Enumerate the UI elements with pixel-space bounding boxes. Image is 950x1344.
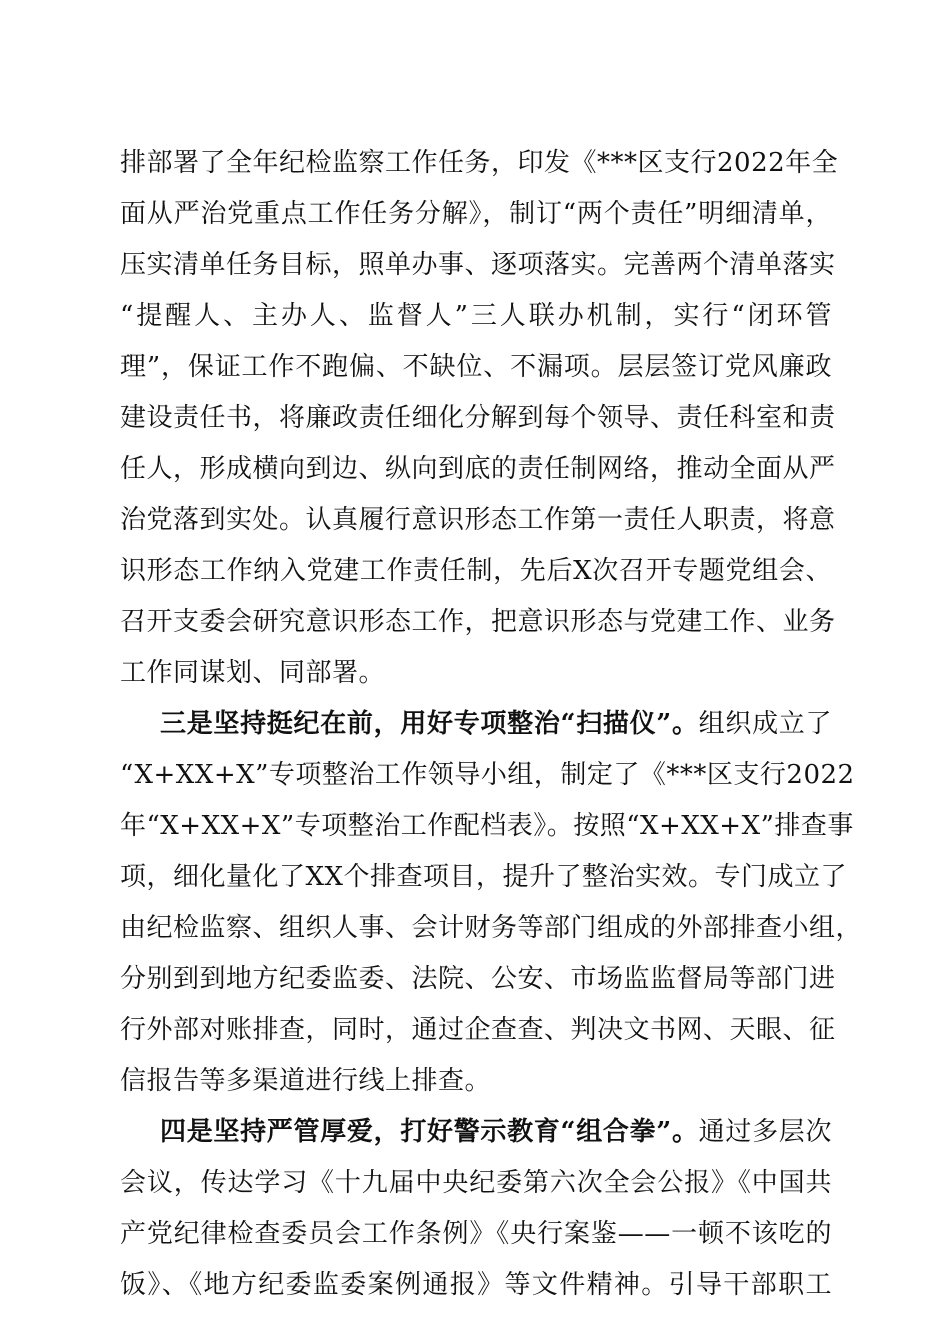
text-line: 工作同谋划、同部署。 [120,658,386,688]
text-line: 由纪检监察、组织人事、会计财务等部门组成的外部排查小组， [120,913,863,943]
text-line: 面从严治党重点工作任务分解》，制订“两个责任”明细清单， [120,199,832,229]
text-line: 分别到到地方纪委监委、法院、公安、市场监监督局等部门进 [120,964,836,994]
text-line: 饭》、《地方纪委监委案例通报》等文件精神。引导干部职工 [120,1270,832,1300]
paragraph-heading: 三是坚持挺纪在前，用好专项整治“扫描仪”。 [160,709,699,739]
text-line: 年“X+XX+X”专项整治工作配档表》。按照“X+XX+X”排查事 [120,811,854,841]
text-line: 行外部对账排查，同时，通过企查查、判决文书网、天眼、征 [120,1015,836,1045]
text-line: 召开支委会研究意识形态工作，把意识形态与党建工作、业务 [120,607,836,637]
paragraph-3 [120,1107,832,1311]
text-line: 治党落到实处。认真履行意识形态工作第一责任人职责，将意 [120,505,836,535]
text-line: 项，细化量化了XX个排查项目，提升了整治实效。专门成立了 [120,862,848,892]
text-line: 建设责任书，将廉政责任细化分解到每个领导、责任科室和责 [120,403,836,433]
paragraph-2 [120,699,863,1107]
text-line: 理”，保证工作不跑偏、不缺位、不漏项。层层签订党风廉政 [120,352,832,382]
paragraph-first-line [120,1107,832,1158]
paragraph-first-line [120,699,832,750]
document-body [120,138,863,1311]
heading-continuation: 组织成立了 [698,709,832,739]
text-line: 压实清单任务目标，照单办事、逐项落实。完善两个清单落实 [120,250,836,280]
text-line: 信报告等多渠道进行线上排查。 [120,1066,492,1096]
text-line: 识形态工作纳入党建工作责任制，先后X次召开专题党组会、 [120,556,832,586]
text-line: 排部署了全年纪检监察工作任务，印发《***区支行2022年全 [120,148,839,178]
paragraph-heading: 四是坚持严管厚爱，打好警示教育“组合拳”。 [160,1117,699,1147]
text-line: 产党纪律检查委员会工作条例》《央行案鉴——一顿不该吃的 [120,1219,832,1249]
text-line: 任人，形成横向到边、纵向到底的责任制网络，推动全面从严 [120,454,836,484]
paragraph-1 [120,138,839,699]
text-line: “X+XX+X”专项整治工作领导小组，制定了《***区支行2022 [120,760,855,790]
text-line: “提醒人、主办人、监督人”三人联办机制，实行“闭环管 [120,301,832,331]
heading-continuation: 通过多层次 [698,1117,832,1147]
text-line: 会议，传达学习《十九届中央纪委第六次全会公报》《中国共 [120,1168,832,1198]
